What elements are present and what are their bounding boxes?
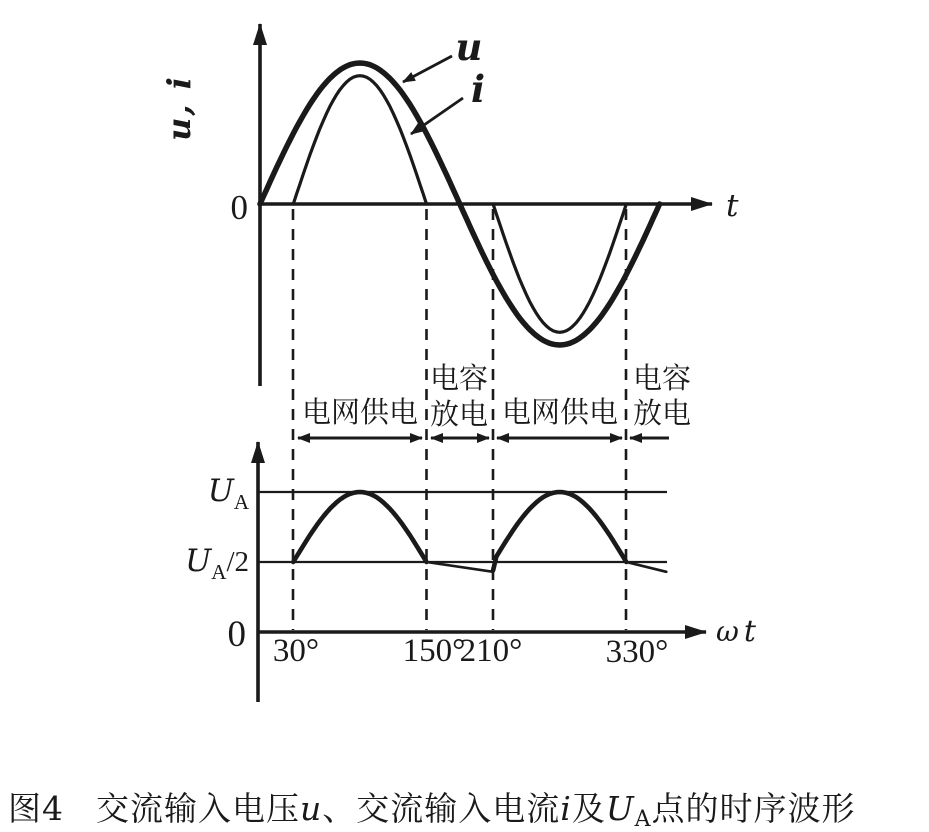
label-cap-discharge-2-line2: 放电 (632, 396, 692, 430)
top-x-axis-label: t (726, 188, 739, 224)
ua-level-label: UA (207, 473, 249, 514)
interval-labels (302, 361, 691, 431)
label-cap-discharge-1-line2: 放电 (429, 397, 489, 431)
u-curve-label: u (455, 25, 483, 69)
label-cap-discharge-2-line1: 电容 (632, 361, 692, 395)
tick-30deg: 30° (272, 633, 320, 669)
label-grid-supply-2: 电网供电 (501, 395, 619, 429)
figure-number: 图4 (8, 789, 64, 828)
ua-discharge-line (427, 562, 494, 572)
caption-var-ua-sub: A (634, 807, 652, 832)
label-grid-supply-1: 电网供电 (301, 395, 419, 429)
bottom-chart-curves (293, 492, 666, 572)
bottom-x-axis-label: ω t (716, 614, 756, 649)
ua-hump (493, 492, 626, 570)
bottom-origin-label: 0 (227, 614, 246, 655)
bottom-x-tick-labels (273, 633, 668, 670)
top-y-axis-label: u, i (160, 75, 198, 141)
caption-text-3: 及 (571, 789, 606, 828)
caption-var-i: i (560, 789, 572, 828)
i-curve-label: i (470, 67, 486, 111)
label-cap-discharge-1-line1: 电容 (429, 361, 489, 395)
caption-text-4: 点的时序波形 (651, 789, 856, 828)
top-origin-label: 0 (230, 188, 248, 227)
caption-text-1: 交流输入电压 (96, 789, 300, 828)
ua-discharge-line (626, 562, 666, 572)
tick-330deg: 330° (605, 634, 669, 670)
caption-var-ua: U (605, 789, 635, 828)
figure-caption (8, 783, 928, 832)
tick-150deg: 150° (402, 633, 466, 669)
u-pointer-arrow (403, 56, 452, 82)
ua-hump (293, 492, 426, 562)
tick-210deg: 210° (459, 633, 523, 669)
caption-text-2: 、交流输入电流 (322, 789, 561, 828)
ua-half-level-label: UA/2 (185, 543, 249, 584)
caption-var-u: u (300, 789, 323, 828)
curve-annotation-arrows (403, 56, 463, 134)
